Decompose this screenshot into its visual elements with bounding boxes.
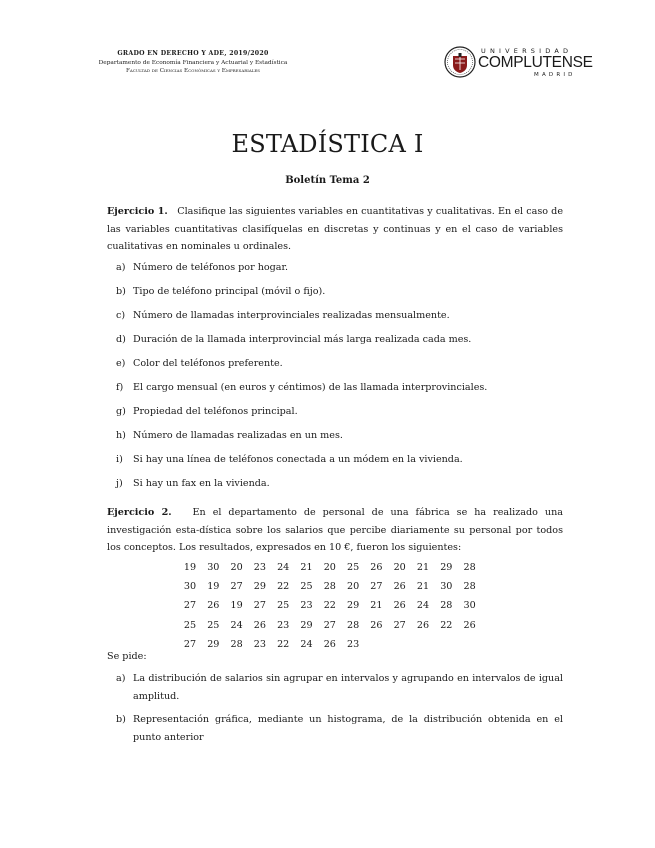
- table-cell: 28: [346, 619, 360, 631]
- table-cell: 25: [207, 619, 220, 631]
- table-cell: 26: [323, 638, 336, 650]
- table-cell: 28: [440, 600, 453, 612]
- table-cell: 26: [416, 619, 430, 631]
- header-faculty: Facultad de Ciencias Económicas y Empresariales: [125, 68, 261, 74]
- item-text: Tipo de teléfono principal (móvil o fijo).: [133, 286, 326, 297]
- exercise-1-item: [116, 355, 563, 373]
- item-label: c): [116, 310, 126, 321]
- logo-universidad: UNIVERSIDAD: [481, 47, 573, 55]
- exercise-1-item: [116, 403, 563, 421]
- exercise-1-item: [116, 259, 563, 277]
- item-label: a): [116, 262, 126, 273]
- exercise-1-statement: [107, 203, 563, 256]
- exercise-2-item: [116, 670, 563, 705]
- table-cell: 28: [463, 562, 476, 573]
- table-cell: 19: [183, 562, 197, 573]
- header-degree: GRADO EN DERECHO Y ADE, 2019/2020: [117, 50, 269, 57]
- page-subtitle: Boletín Tema 2: [285, 175, 370, 186]
- exercise-1-item: [116, 283, 563, 301]
- item-label: d): [116, 334, 126, 345]
- item-label: b): [116, 714, 126, 725]
- table-cell: 28: [230, 638, 243, 650]
- table-cell: 28: [463, 581, 476, 593]
- item-label: f): [116, 382, 124, 393]
- table-cell: 20: [393, 562, 406, 573]
- table-cell: 29: [253, 581, 266, 593]
- table-cell: 30: [207, 562, 220, 573]
- page-title: ESTADÍSTICA I: [231, 130, 424, 158]
- item-label: h): [116, 430, 126, 441]
- table-cell: 21: [370, 600, 383, 612]
- exercise-2-ask: Se pide:: [107, 651, 147, 662]
- table-cell: 26: [393, 600, 406, 612]
- item-text: Número de llamadas interprovinciales realizadas mensualmente.: [133, 310, 450, 321]
- table-cell: 27: [183, 638, 197, 650]
- table-cell: 25: [183, 619, 197, 631]
- item-text: Color del teléfonos preferente.: [133, 358, 283, 369]
- table-cell: 24: [277, 562, 290, 573]
- table-cell: 25: [346, 562, 360, 573]
- table-cell: 26: [370, 619, 383, 631]
- exercise-2-label: Ejercicio 2.: [107, 507, 172, 518]
- table-cell: 24: [300, 638, 313, 650]
- item-text: Propiedad del teléfonos principal.: [133, 406, 298, 417]
- table-cell: 23: [253, 562, 266, 573]
- table-cell: 28: [323, 581, 336, 593]
- table-cell: 26: [253, 619, 266, 631]
- table-cell: 30: [183, 581, 197, 593]
- table-cell: 19: [230, 600, 243, 612]
- exercise-1-item: [116, 331, 563, 349]
- exercise-1-item: [116, 379, 563, 397]
- table-cell: 27: [393, 619, 406, 631]
- table-cell: 20: [323, 562, 336, 573]
- exercise-1-item: [116, 427, 563, 445]
- item-text: Duración de la llamada interprovincial más larga realizada cada mes.: [133, 334, 472, 345]
- table-cell: 24: [416, 600, 430, 612]
- item-label: i): [116, 454, 123, 465]
- table-cell: 26: [463, 619, 476, 631]
- table-cell: 21: [300, 562, 313, 573]
- item-text: Representación gráfica, mediante un histograma, de la distribución obtenida en el punto anterior: [133, 714, 563, 743]
- table-cell: 25: [300, 581, 313, 593]
- exercise-1-item: [116, 307, 563, 325]
- exercise-2-statement: [107, 504, 563, 557]
- table-cell: 20: [346, 581, 360, 593]
- item-text: La distribución de salarios sin agrupar en intervalos y agrupando en intervalos de igual amplitud.: [133, 673, 563, 702]
- table-cell: 30: [463, 600, 476, 612]
- table-cell: 27: [370, 581, 383, 593]
- table-cell: 27: [183, 600, 197, 612]
- table-cell: 21: [416, 581, 430, 593]
- table-cell: 27: [253, 600, 266, 612]
- item-label: b): [116, 286, 126, 297]
- university-logo: [444, 46, 593, 80]
- table-cell: 26: [370, 562, 383, 573]
- item-text: Número de teléfonos por hogar.: [133, 262, 289, 273]
- table-cell: 19: [207, 581, 220, 593]
- logo-madrid: MADRID: [534, 72, 576, 78]
- item-text: El cargo mensual (en euros y céntimos) de las llamada interprovinciales.: [133, 382, 488, 393]
- table-cell: 26: [207, 600, 220, 612]
- table-cell: 23: [346, 638, 360, 650]
- item-text: Si hay una línea de teléfonos conectada a un módem en la vivienda.: [133, 454, 463, 465]
- exercise-1-label: Ejercicio 1.: [107, 206, 168, 217]
- exercise-2-text: En el departamento de personal de una fábrica se ha realizado una investigación esta-dística sobre los salarios que percibe diariamente su personal por todos los conceptos. Los resultados, expresados en 10 €, fueron los siguientes:: [107, 507, 563, 554]
- table-cell: 23: [277, 619, 290, 631]
- table-cell: 22: [277, 581, 290, 593]
- table-cell: 23: [253, 638, 266, 650]
- exercise-1-text: Clasifique las siguientes variables en cuantitativas y cualitativas. En el caso de las variables cuantitativas clasifíquelas en discretas y continuas y en el caso de variables cualitativas en nominales u ordinales.: [107, 206, 564, 253]
- exercise-1-item: [116, 451, 563, 469]
- document-header: [88, 50, 298, 76]
- item-text: Si hay un fax en la vivienda.: [133, 478, 270, 489]
- table-cell: 22: [440, 619, 453, 631]
- item-text: Número de llamadas realizadas en un mes.: [133, 430, 343, 441]
- table-cell: 22: [277, 638, 290, 650]
- table-cell: 26: [393, 581, 406, 593]
- table-cell: 29: [300, 619, 313, 631]
- table-cell: 20: [230, 562, 243, 573]
- item-label: j): [116, 478, 123, 489]
- header-department: Departamento de Economía Financiera y Actuarial y Estadística: [98, 59, 288, 66]
- item-label: g): [116, 406, 126, 417]
- university-seal-icon: [444, 46, 476, 78]
- table-cell: 22: [323, 600, 336, 612]
- table-cell: 27: [230, 581, 243, 593]
- item-label: a): [116, 673, 126, 684]
- logo-complutense: COMPLUTENSE: [478, 54, 593, 71]
- table-cell: 21: [416, 562, 430, 573]
- table-cell: 30: [440, 581, 453, 593]
- item-label: e): [116, 358, 126, 369]
- table-cell: 29: [346, 600, 360, 612]
- table-cell: 23: [300, 600, 313, 612]
- table-cell: 24: [230, 619, 243, 631]
- table-cell: 27: [323, 619, 336, 631]
- exercise-2-item: [116, 711, 563, 746]
- table-cell: 29: [207, 638, 220, 650]
- table-cell: 25: [277, 600, 290, 612]
- exercise-1-item: [116, 475, 563, 493]
- table-cell: 29: [440, 562, 453, 573]
